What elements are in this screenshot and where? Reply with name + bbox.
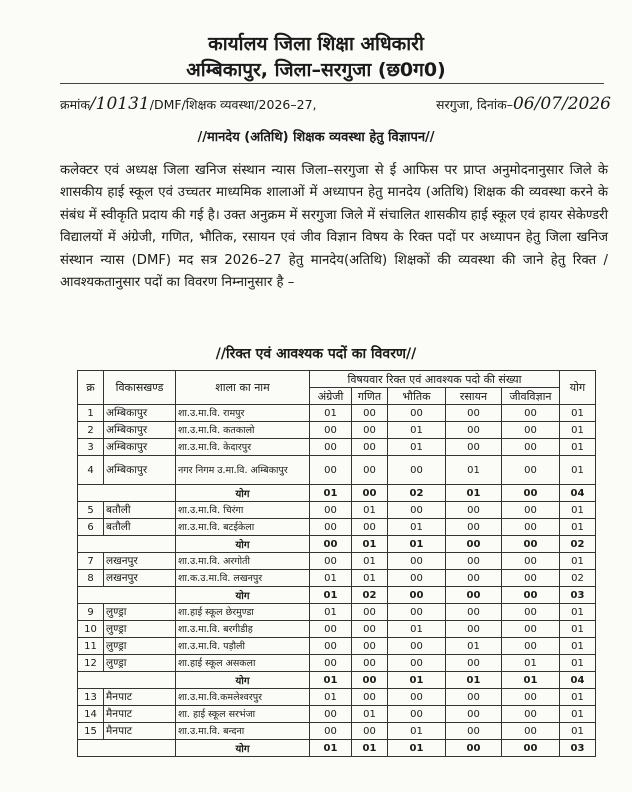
serial-number-cell: 1 — [78, 405, 104, 422]
school-cell: शा.उ.मा.वि. रामपुर — [176, 405, 310, 422]
chemistry-count-cell: 00 — [446, 706, 502, 723]
maths-count-cell: 00 — [352, 439, 388, 456]
total-cell: 04 — [560, 672, 596, 689]
chemistry-count-cell: 00 — [446, 740, 502, 757]
subtotal-label: योग — [176, 672, 310, 689]
chemistry-count-cell: 01 — [446, 638, 502, 655]
english-count-cell: 01 — [310, 485, 352, 502]
maths-count-cell: 00 — [352, 621, 388, 638]
biology-count-cell: 00 — [502, 519, 560, 536]
maths-count-cell: 00 — [352, 604, 388, 621]
table-row — [78, 621, 596, 638]
maths-count-cell: 01 — [352, 706, 388, 723]
total-cell: 04 — [560, 485, 596, 502]
table-row — [78, 689, 596, 706]
kramank-rest: /DMF/शिक्षक व्यवस्था/2026–27, — [149, 97, 317, 112]
physics-count-cell: 01 — [388, 672, 446, 689]
english-count-cell: 00 — [310, 439, 352, 456]
biology-count-cell: 00 — [502, 553, 560, 570]
total-cell: 01 — [560, 439, 596, 456]
subtotal-row — [78, 672, 596, 689]
table-row — [78, 723, 596, 740]
letter-date: 06/07/2026 — [512, 94, 611, 114]
block-cell: लखनपुर — [104, 553, 176, 570]
english-count-cell: 01 — [310, 570, 352, 587]
table-row — [78, 405, 596, 422]
physics-count-cell: 00 — [388, 456, 446, 485]
physics-count-cell: 01 — [388, 422, 446, 439]
total-cell: 01 — [560, 519, 596, 536]
biology-count-cell: 00 — [502, 439, 560, 456]
biology-count-cell: 00 — [502, 689, 560, 706]
english-count-cell: 00 — [310, 536, 352, 553]
school-cell: शा.उ.मा.वि.कमलेश्वरपुर — [176, 689, 310, 706]
chemistry-count-cell: 00 — [446, 536, 502, 553]
school-cell: शा.उ.मा.वि. अरगोती — [176, 553, 310, 570]
physics-count-cell: 01 — [388, 740, 446, 757]
total-cell: 01 — [560, 655, 596, 672]
block-cell: लुण्ड्रा — [104, 621, 176, 638]
maths-count-cell: 00 — [352, 638, 388, 655]
physics-count-cell: 01 — [388, 621, 446, 638]
block-cell: मैनपाट — [104, 723, 176, 740]
block-cell: बतौली — [104, 502, 176, 519]
serial-number-cell: 13 — [78, 689, 104, 706]
physics-count-cell: 00 — [388, 604, 446, 621]
subtotal-row — [78, 485, 596, 502]
serial-number-cell: 10 — [78, 621, 104, 638]
biology-count-cell: 00 — [502, 456, 560, 485]
body-paragraph: कलेक्टर एवं अध्यक्ष जिला खनिज संस्थान न्यास जिला–सरगुजा से ई आफिस पर प्राप्त अनुमोदनानुसार जिले के शासकीय हाई स्कूल एवं उच्चतर माध्यमिक शालाओं में अध्यापन हेतु मानदेय (अतिथि) शिक्षक की व्यवस्था करने के संबंध में स्वीकृति प्रदाय की गई है। उक्त अनुक्रम में सरगुजा जिले में संचालित शासकीय हाई स्कूल एवं हायर सेकेण्डरी विद्यालयों में अंग्रेजी, गणित, भौतिक, रसायन एवं जीव विज्ञान विषय के रिक्त पदों पर अध्यापन हेतु जिला खनिज संस्थान न्यास (DMF) मद सत्र 2026–27 हेतु मानदेय(अतिथि) शिक्षकों की व्यवस्था की जाने हेतु रिक्त / आवश्यकतानुसार पदों का विवरण निम्नानुसार है – — [60, 163, 608, 291]
english-count-cell: 00 — [310, 638, 352, 655]
serial-number-cell: 3 — [78, 439, 104, 456]
chemistry-count-cell: 00 — [446, 604, 502, 621]
physics-count-cell: 01 — [388, 723, 446, 740]
kramank-label: क्रमांक — [60, 97, 90, 112]
maths-count-cell: 00 — [352, 655, 388, 672]
physics-count-cell: 00 — [388, 553, 446, 570]
english-count-cell: 00 — [310, 456, 352, 485]
english-count-cell: 00 — [310, 706, 352, 723]
col-biology-header: जीवविज्ञान — [502, 388, 560, 405]
english-count-cell: 00 — [310, 502, 352, 519]
block-cell: बतौली — [104, 519, 176, 536]
maths-count-cell: 00 — [352, 422, 388, 439]
school-cell: शा.उ.मा.वि. कतकालो — [176, 422, 310, 439]
maths-count-cell: 00 — [352, 723, 388, 740]
col-sn-header: क्र — [78, 371, 104, 405]
block-cell: लुण्ड्रा — [104, 655, 176, 672]
biology-count-cell: 00 — [502, 638, 560, 655]
physics-count-cell: 00 — [388, 706, 446, 723]
english-count-cell: 00 — [310, 422, 352, 439]
physics-count-cell: 01 — [388, 439, 446, 456]
total-cell: 01 — [560, 604, 596, 621]
total-cell: 01 — [560, 456, 596, 485]
subject-line: //मानदेय (अतिथि) शिक्षक व्यवस्था हेतु विज्ञापन// — [197, 130, 435, 145]
serial-number-cell: 8 — [78, 570, 104, 587]
biology-count-cell: 00 — [502, 405, 560, 422]
biology-count-cell: 00 — [502, 422, 560, 439]
table-row — [78, 439, 596, 456]
biology-count-cell: 01 — [502, 672, 560, 689]
school-cell: शा.उ.मा.वि. पड़ौली — [176, 638, 310, 655]
subtotal-label: योग — [176, 587, 310, 604]
physics-count-cell: 01 — [388, 519, 446, 536]
block-cell: अम्बिकापुर — [104, 422, 176, 439]
maths-count-cell: 00 — [352, 519, 388, 536]
total-cell: 01 — [560, 405, 596, 422]
table-row — [78, 638, 596, 655]
total-cell: 01 — [560, 502, 596, 519]
physics-count-cell: 00 — [388, 655, 446, 672]
table-row — [78, 553, 596, 570]
biology-count-cell: 00 — [502, 723, 560, 740]
subtotal-row — [78, 536, 596, 553]
table-row — [78, 655, 596, 672]
biology-count-cell: 00 — [502, 706, 560, 723]
english-count-cell: 00 — [310, 519, 352, 536]
total-cell: 01 — [560, 689, 596, 706]
biology-count-cell: 00 — [502, 502, 560, 519]
table-row — [78, 706, 596, 723]
col-total-header: योग — [560, 371, 596, 405]
serial-number-cell: 5 — [78, 502, 104, 519]
table-row — [78, 570, 596, 587]
maths-count-cell: 00 — [352, 689, 388, 706]
serial-number-cell: 2 — [78, 422, 104, 439]
place-date — [436, 94, 611, 114]
block-cell: लुण्ड्रा — [104, 604, 176, 621]
block-cell: लुण्ड्रा — [104, 638, 176, 655]
office-title: कार्यालय जिला शिक्षा अधिकारी — [208, 33, 424, 55]
physics-count-cell: 00 — [388, 689, 446, 706]
table-body — [78, 405, 596, 757]
maths-count-cell: 01 — [352, 740, 388, 757]
chemistry-count-cell: 00 — [446, 587, 502, 604]
chemistry-count-cell: 01 — [446, 485, 502, 502]
english-count-cell: 01 — [310, 587, 352, 604]
col-school-header: शाला का नाम — [176, 371, 310, 405]
chemistry-count-cell: 00 — [446, 570, 502, 587]
subtotal-label: योग — [176, 536, 310, 553]
school-cell: शा.उ.मा.वि. केदारपुर — [176, 439, 310, 456]
header-rule — [60, 83, 604, 84]
chemistry-count-cell: 00 — [446, 439, 502, 456]
total-cell: 01 — [560, 553, 596, 570]
subtotal-blank — [78, 587, 176, 604]
english-count-cell: 01 — [310, 740, 352, 757]
chemistry-count-cell: 01 — [446, 672, 502, 689]
total-cell: 01 — [560, 638, 596, 655]
school-cell: शा.क.उ.मा.वि. लखनपुर — [176, 570, 310, 587]
subject-group-header: विषयवार रिक्त एवं आवश्यक पदो की संख्या — [310, 371, 560, 388]
kramank-number: /10131 — [89, 94, 150, 114]
subtotal-row — [78, 587, 596, 604]
table-row — [78, 519, 596, 536]
serial-number-cell: 14 — [78, 706, 104, 723]
total-cell: 01 — [560, 706, 596, 723]
biology-count-cell: 01 — [502, 655, 560, 672]
school-cell: शा.हाई स्कूल छेरमुण्डा — [176, 604, 310, 621]
reference-number — [60, 94, 317, 114]
serial-number-cell: 11 — [78, 638, 104, 655]
chemistry-count-cell: 01 — [446, 456, 502, 485]
biology-count-cell: 00 — [502, 621, 560, 638]
serial-number-cell: 9 — [78, 604, 104, 621]
school-cell: नगर निगम उ.मा.वि. अम्बिकापुर — [176, 456, 310, 485]
chemistry-count-cell: 00 — [446, 405, 502, 422]
vacancy-table — [77, 370, 596, 757]
english-count-cell: 01 — [310, 689, 352, 706]
subtotal-label: योग — [176, 740, 310, 757]
total-cell: 02 — [560, 570, 596, 587]
english-count-cell: 01 — [310, 672, 352, 689]
english-count-cell: 00 — [310, 655, 352, 672]
serial-number-cell: 6 — [78, 519, 104, 536]
physics-count-cell: 00 — [388, 405, 446, 422]
english-count-cell: 00 — [310, 621, 352, 638]
biology-count-cell: 00 — [502, 485, 560, 502]
maths-count-cell: 00 — [352, 456, 388, 485]
table-title: //रिक्त एवं आवश्यक पदों का विवरण// — [215, 346, 417, 362]
maths-count-cell: 01 — [352, 570, 388, 587]
chemistry-count-cell: 00 — [446, 689, 502, 706]
block-cell: अम्बिकापुर — [104, 456, 176, 485]
english-count-cell: 00 — [310, 553, 352, 570]
subtotal-label: योग — [176, 485, 310, 502]
school-cell: शा.उ.मा.वि. बन्दना — [176, 723, 310, 740]
chemistry-count-cell: 00 — [446, 553, 502, 570]
block-cell: लखनपुर — [104, 570, 176, 587]
maths-count-cell: 02 — [352, 587, 388, 604]
block-cell: मैनपाट — [104, 706, 176, 723]
subtotal-blank — [78, 672, 176, 689]
col-physics-header: भौतिक — [388, 388, 446, 405]
col-maths-header: गणित — [352, 388, 388, 405]
school-cell: शा.उ.मा.वि. बटईकेला — [176, 519, 310, 536]
english-count-cell: 01 — [310, 604, 352, 621]
block-cell: अम्बिकापुर — [104, 439, 176, 456]
maths-count-cell: 00 — [352, 405, 388, 422]
school-cell: शा.उ.मा.वि. बरगीडीह — [176, 621, 310, 638]
school-cell: शा.हाई स्कूल असकला — [176, 655, 310, 672]
col-block-header: विकासखण्ड — [104, 371, 176, 405]
biology-count-cell: 00 — [502, 536, 560, 553]
block-cell: मैनपाट — [104, 689, 176, 706]
subtotal-blank — [78, 740, 176, 757]
school-cell: शा. हाई स्कूल सरभंजा — [176, 706, 310, 723]
physics-count-cell: 01 — [388, 536, 446, 553]
physics-count-cell: 02 — [388, 485, 446, 502]
chemistry-count-cell: 00 — [446, 621, 502, 638]
office-address: अम्बिकापुर, जिला–सरगुजा (छ0ग0) — [186, 59, 446, 81]
table-row — [78, 422, 596, 439]
subtotal-blank — [78, 485, 176, 502]
biology-count-cell: 00 — [502, 740, 560, 757]
maths-count-cell: 01 — [352, 536, 388, 553]
serial-number-cell: 4 — [78, 456, 104, 485]
total-cell: 01 — [560, 723, 596, 740]
subtotal-row — [78, 740, 596, 757]
chemistry-count-cell: 00 — [446, 422, 502, 439]
serial-number-cell: 15 — [78, 723, 104, 740]
total-cell: 01 — [560, 621, 596, 638]
maths-count-cell: 00 — [352, 672, 388, 689]
serial-number-cell: 12 — [78, 655, 104, 672]
physics-count-cell: 00 — [388, 502, 446, 519]
biology-count-cell: 00 — [502, 570, 560, 587]
physics-count-cell: 00 — [388, 638, 446, 655]
block-cell: अम्बिकापुर — [104, 405, 176, 422]
serial-number-cell: 7 — [78, 553, 104, 570]
col-chemistry-header: रसायन — [446, 388, 502, 405]
physics-count-cell: 00 — [388, 570, 446, 587]
chemistry-count-cell: 00 — [446, 502, 502, 519]
english-count-cell: 00 — [310, 723, 352, 740]
maths-count-cell: 01 — [352, 502, 388, 519]
english-count-cell: 01 — [310, 405, 352, 422]
place-label: सरगुजा, दिनांक– — [436, 97, 513, 112]
biology-count-cell: 00 — [502, 604, 560, 621]
chemistry-count-cell: 00 — [446, 723, 502, 740]
subtotal-blank — [78, 536, 176, 553]
table-row — [78, 456, 596, 485]
col-english-header: अंग्रेजी — [310, 388, 352, 405]
physics-count-cell: 00 — [388, 587, 446, 604]
total-cell: 03 — [560, 740, 596, 757]
total-cell: 03 — [560, 587, 596, 604]
biology-count-cell: 00 — [502, 587, 560, 604]
total-cell: 02 — [560, 536, 596, 553]
maths-count-cell: 00 — [352, 485, 388, 502]
table-row — [78, 502, 596, 519]
chemistry-count-cell: 00 — [446, 519, 502, 536]
table-row — [78, 604, 596, 621]
school-cell: शा.उ.मा.वि. चिरंगा — [176, 502, 310, 519]
chemistry-count-cell: 00 — [446, 655, 502, 672]
total-cell: 01 — [560, 422, 596, 439]
maths-count-cell: 01 — [352, 553, 388, 570]
